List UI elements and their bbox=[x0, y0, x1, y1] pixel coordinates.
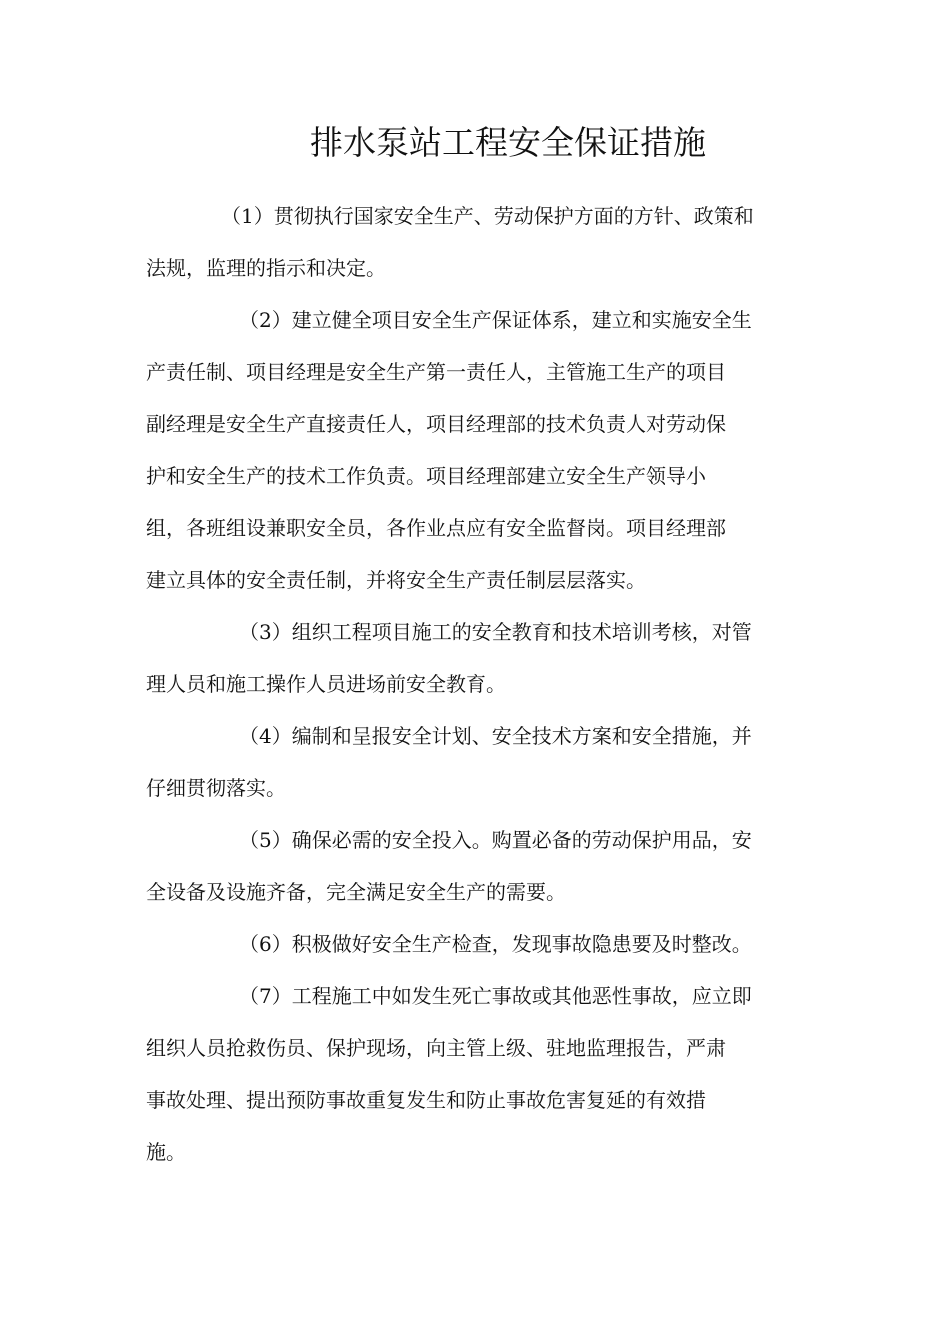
paragraph-line: 理人员和施工操作人员进场前安全教育。 bbox=[146, 672, 506, 696]
paragraph-line: （5）确保必需的安全投入。购置必备的劳动保护用品，安 bbox=[239, 828, 752, 852]
paragraph-line: （6）积极做好安全生产检查，发现事故隐患要及时整改。 bbox=[239, 932, 752, 956]
paragraph-line: 护和安全生产的技术工作负责。项目经理部建立安全生产领导小 bbox=[146, 464, 706, 488]
paragraph-4 bbox=[146, 710, 811, 814]
paragraph-line: 全设备及设施齐备，完全满足安全生产的需要。 bbox=[146, 880, 566, 904]
paragraph-1 bbox=[146, 190, 811, 294]
paragraph-line: （1）贯彻执行国家安全生产、劳动保护方面的方针、政策和 bbox=[221, 204, 754, 228]
paragraph-line: 事故处理、提出预防事故重复发生和防止事故危害复延的有效措 bbox=[146, 1088, 706, 1112]
paragraph-line: 施。 bbox=[146, 1140, 186, 1164]
paragraph-line: （3）组织工程项目施工的安全教育和技术培训考核，对管 bbox=[239, 620, 752, 644]
paragraph-2 bbox=[146, 294, 811, 606]
paragraph-7 bbox=[146, 970, 811, 1178]
document-title: 排水泵站工程安全保证措施 bbox=[310, 123, 706, 162]
paragraph-line: （2）建立健全项目安全生产保证体系，建立和实施安全生 bbox=[239, 308, 752, 332]
paragraph-line: 法规，监理的指示和决定。 bbox=[146, 256, 386, 280]
paragraph-5 bbox=[146, 814, 811, 918]
document-body bbox=[146, 190, 811, 1178]
paragraph-6 bbox=[146, 918, 811, 970]
paragraph-line: 组织人员抢救伤员、保护现场，向主管上级、驻地监理报告，严肃 bbox=[146, 1036, 726, 1060]
paragraph-line: 组，各班组设兼职安全员，各作业点应有安全监督岗。项目经理部 bbox=[146, 516, 726, 540]
paragraph-line: 产责任制、项目经理是安全生产第一责任人，主管施工生产的项目 bbox=[146, 360, 726, 384]
paragraph-line: 副经理是安全生产直接责任人，项目经理部的技术负责人对劳动保 bbox=[146, 412, 726, 436]
paragraph-line: （4）编制和呈报安全计划、安全技术方案和安全措施，并 bbox=[239, 724, 752, 748]
paragraph-line: 建立具体的安全责任制，并将安全生产责任制层层落实。 bbox=[146, 568, 646, 592]
paragraph-3 bbox=[146, 606, 811, 710]
paragraph-line: 仔细贯彻落实。 bbox=[146, 776, 286, 800]
paragraph-line: （7）工程施工中如发生死亡事故或其他恶性事故，应立即 bbox=[239, 984, 752, 1008]
